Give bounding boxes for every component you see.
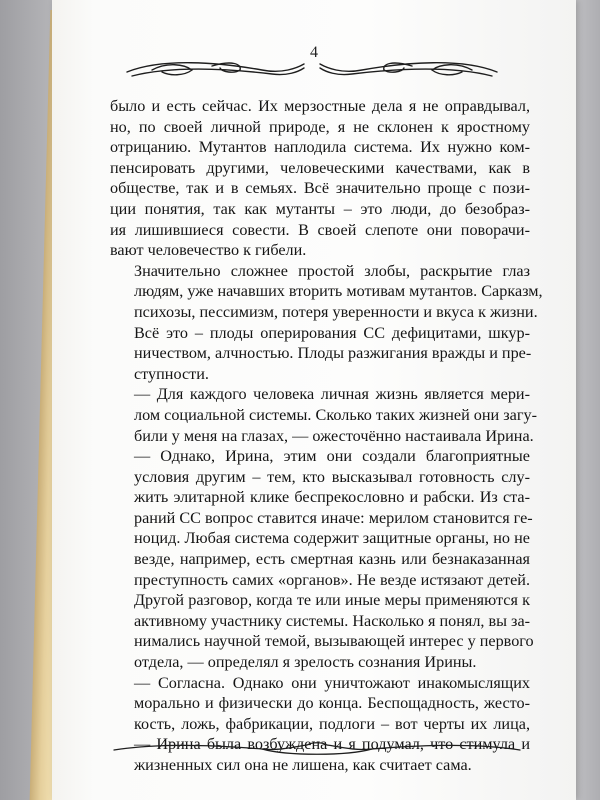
text-line: — Для каждого человека личная жизнь является мери-: [134, 385, 530, 404]
text-line: отрицанию. Мутантов наплодила система. Их нужно ком-: [110, 138, 530, 157]
text-line: били у меня на глазах, — ожесточённо настаивала Ирина.: [134, 426, 534, 445]
text-line: кость, ложь, фабрикации, подлоги – вот черты их лица,: [134, 714, 530, 733]
paragraph: [110, 384, 537, 446]
text-line: — Согласна. Однако они уничтожают инакомыслящих: [134, 673, 530, 692]
footer-ornament: [112, 740, 522, 758]
text-line: ничеством, алчностью. Плоды разжигания вражды и пре-: [134, 344, 532, 363]
text-line: Другой разговор, когда те или иные меры применяются к: [134, 591, 530, 610]
text-line: морально и физически до конца. Беспощадность, жесто-: [134, 694, 530, 713]
text-line: лом социальной системы. Сколько таких жизней они загу-: [134, 405, 537, 424]
text-line: ия лишившиеся совести. В своей слепоте они поворачи-: [110, 220, 530, 239]
text-line: ноцид. Любая система содержит защитные органы, но не: [134, 529, 530, 548]
text-line: раний СС вопрос ставится иначе: мерилом становится ге-: [134, 508, 533, 527]
text-line: было и есть сейчас. Их мерзостные дела я не оправдывал,: [110, 97, 530, 115]
text-line: психозы, пессимизм, потеря уверенности и вкуса к жизни.: [134, 302, 538, 321]
paragraph: [110, 96, 530, 261]
text-line: — Однако, Ирина, этим они создали благоприятные: [134, 447, 530, 466]
text-line: — Ирина была возбуждена и я подумал, что стимула и: [134, 735, 530, 754]
text-line: активному участнику системы. Насколько я понял, вы за-: [134, 611, 531, 630]
text-line: но, по своей личной природе, я не склонен к яростному: [110, 117, 530, 136]
paragraph: [110, 261, 543, 385]
text-line: везде, например, есть смертная казнь или безнаказанная: [134, 550, 530, 569]
header-ornament: [122, 52, 502, 88]
body-text: [110, 96, 543, 776]
text-line: людям, уже начавших вторить мотивам мутантов. Сарказм,: [134, 282, 543, 301]
text-line: нимались научной темой, вызывающей интерес у первого: [134, 632, 534, 651]
text-line: условия другим – тем, кто высказывал готовность слу-: [134, 467, 530, 486]
text-line: Всё это – плоды оперирования СС дефицитами, шкур-: [134, 323, 530, 342]
paragraph: [110, 673, 530, 776]
text-line: преступность самих «органов». Не везде истязают детей.: [134, 570, 530, 589]
text-line: жизненных сил она не лишена, как считает сама.: [134, 756, 472, 774]
book-page: [52, 0, 576, 800]
text-line: ции понятия, так как мутанты – это люди, до безобраз-: [110, 199, 530, 218]
text-line: обществе, так и в семьях. Всё значительно проще с пози-: [110, 179, 530, 198]
text-line: вают человечество к гибели.: [110, 241, 307, 260]
text-line: ступности.: [134, 364, 209, 383]
text-line: отдела, — определял я зрелость сознания Ирины.: [134, 653, 477, 672]
text-line: пенсировать другими, человеческими качествами, как в: [110, 158, 530, 177]
paragraph: [110, 446, 534, 673]
text-line: жить элитарной клике беспрекословно и рабски. Из ста-: [134, 488, 530, 507]
text-line: Значительно сложнее простой злобы, раскрытие глаз: [134, 261, 530, 280]
page-number: 4: [310, 44, 318, 61]
